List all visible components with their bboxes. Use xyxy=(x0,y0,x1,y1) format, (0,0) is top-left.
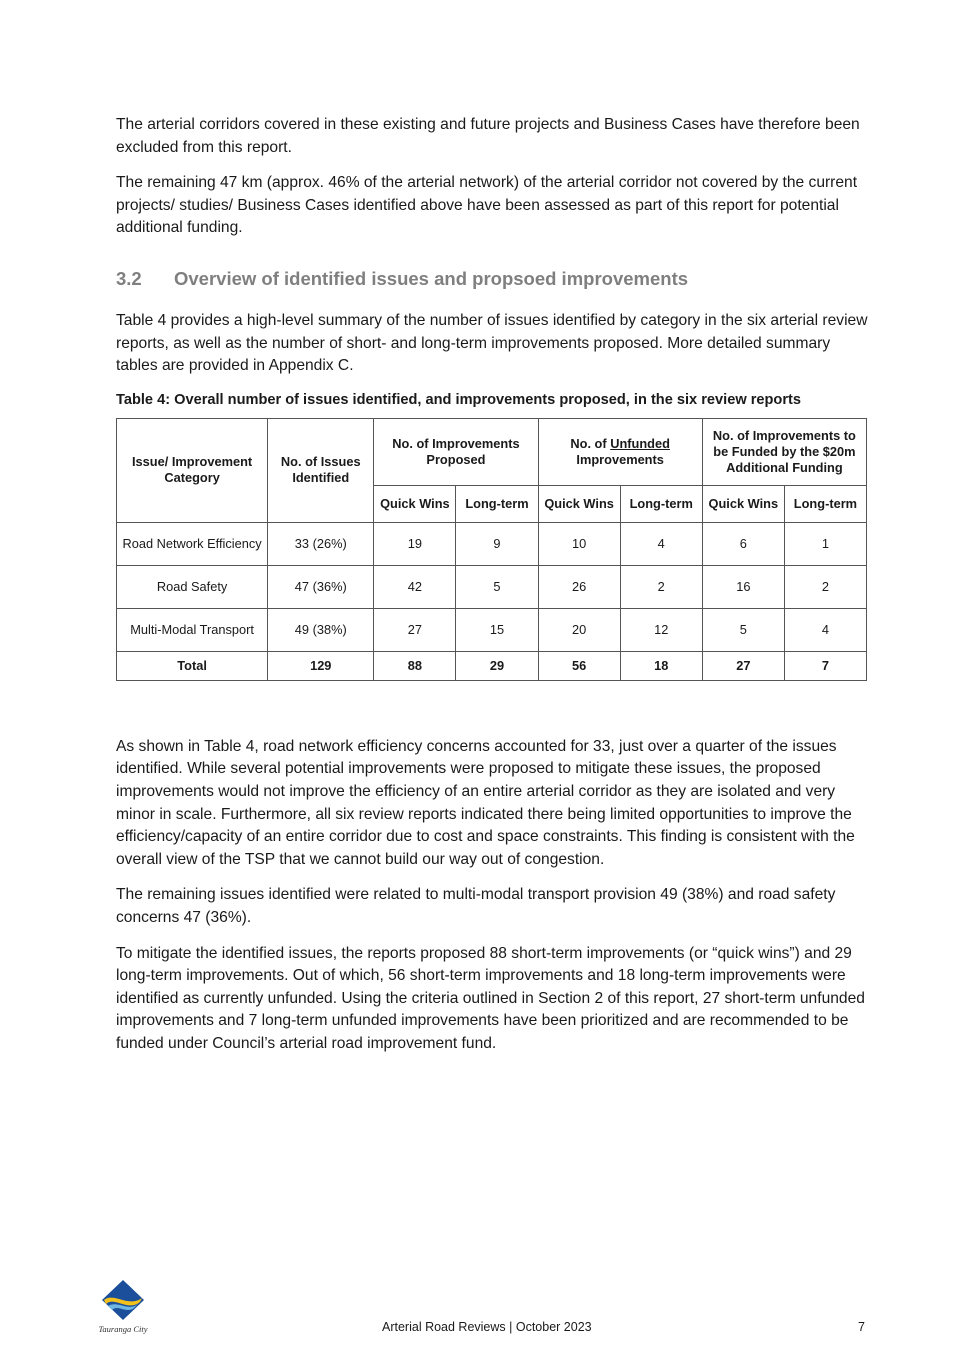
cell-category: Road Safety xyxy=(117,565,268,608)
paragraph: To mitigate the identified issues, the reports proposed 88 short-term improvements (or “quick wins”) and 29 long-term improvements. Out of which, 56 short-term improvements and 18 long-term improvements were identified as currently unfunded. Using the criteria outlined in Section 2 of this report, 27 short-term unfunded improvements and 7 long-term unfunded improvements have been prioritized and are recommended to be funded under Council’s arterial road improvement fund. xyxy=(116,944,865,1052)
tauranga-city-logo xyxy=(88,1278,158,1338)
subheader-long-term: Long-term xyxy=(784,485,866,522)
cell-unfunded-long: 18 xyxy=(620,651,702,680)
body-after-table xyxy=(116,736,868,1056)
cell-unfunded-quick: 20 xyxy=(538,608,620,651)
table-row xyxy=(117,608,867,651)
cell-proposed-quick: 19 xyxy=(374,522,456,565)
subheader-long-term: Long-term xyxy=(456,485,538,522)
header-unfunded: No. of Unfunded Improvements xyxy=(538,418,702,485)
cell-funded-long: 1 xyxy=(784,522,866,565)
subheader-long-term: Long-term xyxy=(620,485,702,522)
cell-unfunded-quick: 56 xyxy=(538,651,620,680)
cell-funded-long: 2 xyxy=(784,565,866,608)
section-heading xyxy=(116,268,868,290)
cell-funded-quick: 6 xyxy=(702,522,784,565)
cell-unfunded-long: 2 xyxy=(620,565,702,608)
cell-unfunded-quick: 10 xyxy=(538,522,620,565)
table-total-row xyxy=(117,651,867,680)
paragraph: The remaining issues identified were related to multi-modal transport provision 49 (38%) and road safety concerns 47 (36%). xyxy=(116,886,836,926)
cell-proposed-quick: 27 xyxy=(374,608,456,651)
section-number: 3.2 xyxy=(116,267,142,289)
cell-category: Multi-Modal Transport xyxy=(117,608,268,651)
cell-funded-quick: 27 xyxy=(702,651,784,680)
page-number: 7 xyxy=(858,1320,865,1334)
cell-funded-long: 7 xyxy=(784,651,866,680)
intro-paragraph: Table 4 provides a high-level summary of the number of issues identified by category in the six arterial review reports, as well as the number of short- and long-term improvements proposed. More detailed summary tables are provided in Appendix C. xyxy=(116,311,868,375)
page-footer xyxy=(0,1278,968,1338)
cell-proposed-quick: 42 xyxy=(374,565,456,608)
paragraph: As shown in Table 4, road network efficiency concerns accounted for 33, just over a quarter of the issues identified. While several potential improvements were proposed to mitigate these issues, the proposed improvements would not improve the efficiency of an entire arterial corridor as they are isolated and very minor in scale. Furthermore, all six review reports indicated there being limited opportunities to improve the efficiency/capacity of an entire corridor due to cost and space constraints. This finding is consistent with the overall view of the TSP that we cannot build our way out of congestion. xyxy=(116,737,855,868)
cell-proposed-long: 5 xyxy=(456,565,538,608)
footer-text: Arterial Road Reviews | October 2023 xyxy=(382,1320,592,1334)
cell-unfunded-quick: 26 xyxy=(538,565,620,608)
page-content xyxy=(116,114,868,1068)
cell-proposed-quick: 88 xyxy=(374,651,456,680)
cell-issues: 47 (36%) xyxy=(268,565,374,608)
paragraph: The remaining 47 km (approx. 46% of the arterial network) of the arterial corridor not covered by the current projects/ studies/ Business Cases identified above have been assessed as part of this report for potential additional funding. xyxy=(116,174,858,237)
cell-issues: 129 xyxy=(268,651,374,680)
header-issues: No. of Issues Identified xyxy=(268,418,374,522)
cell-funded-quick: 16 xyxy=(702,565,784,608)
cell-category: Total xyxy=(117,651,268,680)
cell-unfunded-long: 12 xyxy=(620,608,702,651)
cell-issues: 33 (26%) xyxy=(268,522,374,565)
subheader-quick-wins: Quick Wins xyxy=(702,485,784,522)
paragraph: The arterial corridors covered in these existing and future projects and Business Cases have therefore been excluded from this report. xyxy=(116,116,860,156)
cell-proposed-long: 9 xyxy=(456,522,538,565)
cell-funded-quick: 5 xyxy=(702,608,784,651)
cell-funded-long: 4 xyxy=(784,608,866,651)
header-proposed: No. of Improvements Proposed xyxy=(374,418,538,485)
subheader-quick-wins: Quick Wins xyxy=(374,485,456,522)
logo-mark-icon xyxy=(88,1278,158,1324)
table-row xyxy=(117,565,867,608)
cell-unfunded-long: 4 xyxy=(620,522,702,565)
table-row xyxy=(117,522,867,565)
section-title: Overview of identified issues and propsoed improvements xyxy=(174,267,689,289)
subheader-quick-wins: Quick Wins xyxy=(538,485,620,522)
header-funded: No. of Improvements to be Funded by the $20m Additional Funding xyxy=(702,418,866,485)
header-category: Issue/ Improvement Category xyxy=(117,418,268,522)
unfunded-underline: Unfunded xyxy=(610,435,670,451)
cell-proposed-long: 15 xyxy=(456,608,538,651)
table-caption: Table 4: Overall number of issues identified, and improvements proposed, in the six review reports xyxy=(116,391,802,408)
cell-proposed-long: 29 xyxy=(456,651,538,680)
logo-text: Tauranga City xyxy=(98,1324,148,1334)
cell-category: Road Network Efficiency xyxy=(117,522,268,565)
cell-issues: 49 (38%) xyxy=(268,608,374,651)
summary-table xyxy=(116,418,867,681)
